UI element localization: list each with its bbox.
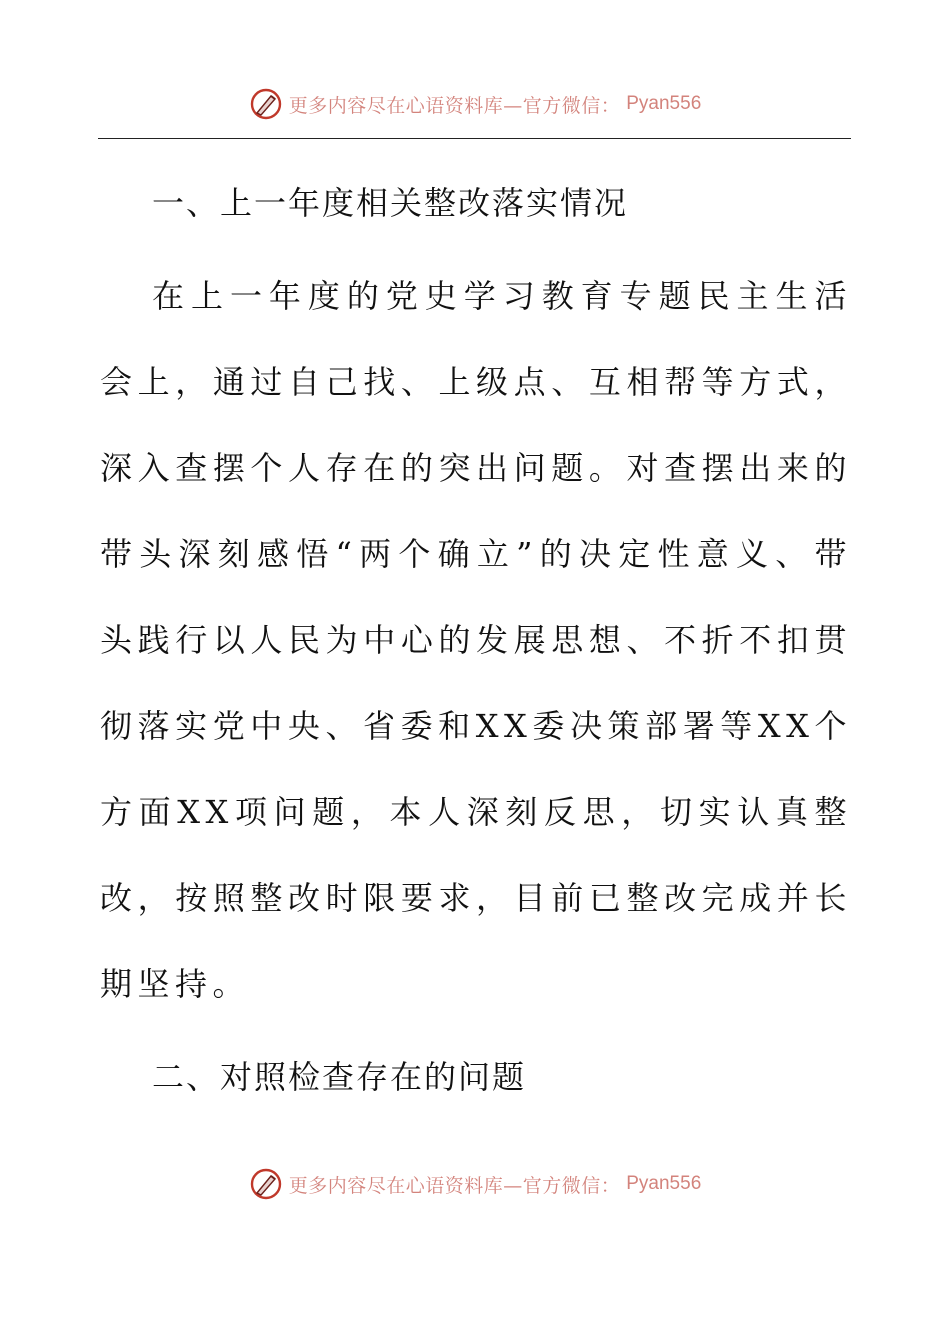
watermark-text: 更多内容尽在心语资料库—官方微信： [288, 94, 621, 117]
pen-logo-icon [249, 87, 283, 121]
watermark-wechat-id: Pyan556 [626, 1173, 702, 1194]
header-watermark [0, 84, 950, 124]
pen-logo-icon [249, 1167, 283, 1201]
section-heading-1: 一、上一年度相关整改落实情况 [152, 184, 629, 222]
watermark-wechat-id: Pyan556 [626, 93, 702, 114]
header-divider [98, 138, 851, 139]
watermark-text: 更多内容尽在心语资料库—官方微信： [288, 1174, 621, 1197]
footer-watermark [0, 1164, 950, 1204]
body-paragraph: 在上一年度的党史学习教育专题民主生活会上，通过自己找、上级点、互相帮等方式，深入查摆个人存在的突出问题。对查摆出来的带头深刻感悟“两个确立”的决定性意义、带头践行以人民为中心的发展思想、不折不扣贯彻落实党中央、省委和XX委决策部署等XX个方面XX项问题，本人深刻反思，切实认真整改，按照整改时限要求，目前已整改完成并长期坚持。 [100, 277, 852, 1003]
section-heading-2: 二、对照检查存在的问题 [152, 1058, 527, 1096]
document-body [100, 165, 852, 1115]
